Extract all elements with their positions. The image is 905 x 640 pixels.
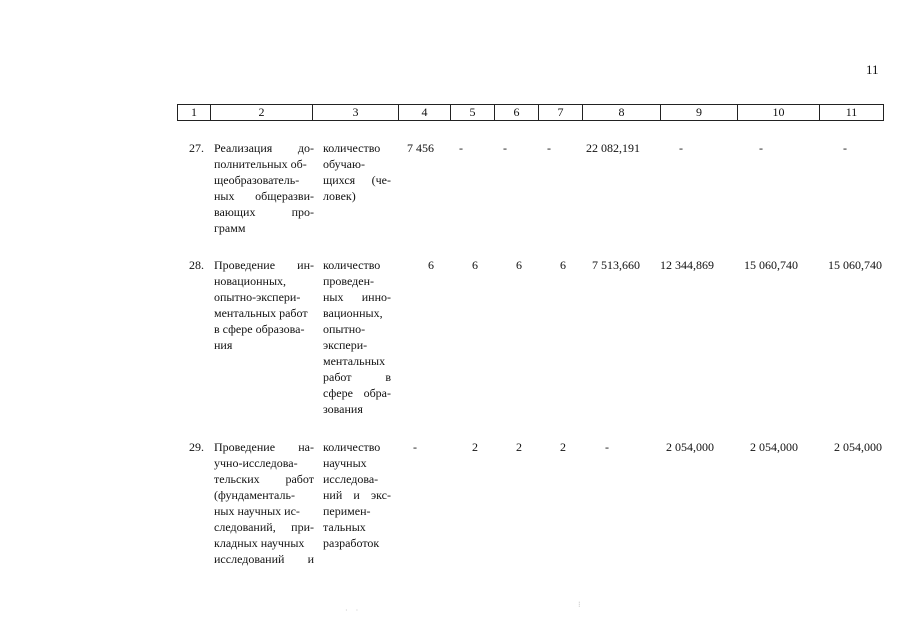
scan-artifact: · · xyxy=(345,606,359,615)
word: сфере xyxy=(323,386,353,400)
word: ний xyxy=(323,488,343,502)
activity-name xyxy=(214,140,314,236)
text-line xyxy=(214,471,314,487)
text-line: разработок xyxy=(323,536,380,550)
scan-artifact: ⁝ xyxy=(578,600,581,609)
value-col-7: 2 xyxy=(560,440,566,454)
text-line: учно-исследова- xyxy=(214,456,298,470)
text-line xyxy=(214,551,314,567)
row-number: 28. xyxy=(189,258,204,272)
word: обра- xyxy=(363,386,391,400)
unit-of-measure xyxy=(323,257,391,417)
word: и xyxy=(307,552,314,566)
value-col-5: 6 xyxy=(472,258,478,272)
text-line: (фундаменталь- xyxy=(214,488,295,502)
text-line xyxy=(323,172,391,188)
activity-name xyxy=(214,257,314,353)
word: тельских xyxy=(214,472,260,486)
value-col-6: 2 xyxy=(516,440,522,454)
word: щихся xyxy=(323,173,356,187)
word: вающих xyxy=(214,205,256,219)
value-col-4: 6 xyxy=(428,258,434,272)
word: на- xyxy=(298,440,314,454)
value-col-9: 12 344,869 xyxy=(660,258,714,272)
text-line: ных научных ис- xyxy=(214,504,300,518)
text-line xyxy=(323,385,391,401)
text-line: ментальных работ xyxy=(214,306,308,320)
text-line xyxy=(323,369,391,385)
word: при- xyxy=(291,520,314,534)
text-line xyxy=(214,257,314,273)
word: (че- xyxy=(371,173,391,187)
text-line: ния xyxy=(214,338,233,352)
text-line: количество xyxy=(323,258,381,272)
word: работ xyxy=(323,370,352,384)
value-col-6: - xyxy=(503,141,507,155)
header-col-6: 6 xyxy=(495,105,539,121)
unit-of-measure xyxy=(323,439,391,551)
word: следований, xyxy=(214,520,276,534)
header-col-3: 3 xyxy=(313,105,399,121)
value-col-4: 7 456 xyxy=(407,141,434,155)
page-number: 11 xyxy=(866,62,879,77)
header-col-10: 10 xyxy=(738,105,820,121)
value-col-9: - xyxy=(679,141,683,155)
text-line xyxy=(214,188,314,204)
value-col-8: - xyxy=(605,440,609,454)
text-line: в сфере образова- xyxy=(214,322,305,336)
value-col-7: 6 xyxy=(560,258,566,272)
header-col-7: 7 xyxy=(539,105,583,121)
text-line: количество xyxy=(323,440,381,454)
word: про- xyxy=(291,205,314,219)
header-col-9: 9 xyxy=(661,105,738,121)
word: ных xyxy=(323,290,344,304)
text-line xyxy=(323,487,391,503)
value-col-8: 7 513,660 xyxy=(592,258,640,272)
word: до- xyxy=(297,141,314,155)
value-col-10: - xyxy=(759,141,763,155)
text-line: вационных, xyxy=(323,306,383,320)
row-number: 29. xyxy=(189,440,204,454)
text-line: экспери- xyxy=(323,338,368,352)
text-line xyxy=(214,439,314,455)
text-line xyxy=(214,140,314,156)
text-line: исследова- xyxy=(323,472,379,486)
column-number-header xyxy=(177,104,884,121)
value-col-5: 2 xyxy=(472,440,478,454)
value-col-10: 2 054,000 xyxy=(750,440,798,454)
header-col-2: 2 xyxy=(211,105,313,121)
header-col-11: 11 xyxy=(820,105,884,121)
word: инно- xyxy=(361,290,391,304)
header-col-1: 1 xyxy=(178,105,211,121)
activity-name xyxy=(214,439,314,567)
text-line: научных xyxy=(323,456,367,470)
header-col-4: 4 xyxy=(399,105,451,121)
value-col-5: - xyxy=(459,141,463,155)
text-line: полнительных об- xyxy=(214,157,307,171)
text-line: количество xyxy=(323,141,381,155)
word: работ xyxy=(285,472,314,486)
text-line: проведен- xyxy=(323,274,375,288)
word: ных xyxy=(214,189,235,203)
text-line: опытно- xyxy=(323,322,366,336)
text-line: зования xyxy=(323,402,363,416)
word: общеразви- xyxy=(255,189,314,203)
value-col-7: - xyxy=(547,141,551,155)
word: Проведение xyxy=(214,258,276,272)
word: исследований xyxy=(214,552,285,566)
word: в xyxy=(385,370,391,384)
text-line: щеобразователь- xyxy=(214,173,300,187)
text-line: обучаю- xyxy=(323,157,365,171)
value-col-8: 22 082,191 xyxy=(586,141,640,155)
value-col-4: - xyxy=(413,440,417,454)
word: ин- xyxy=(297,258,314,272)
unit-of-measure xyxy=(323,140,391,204)
value-col-11: - xyxy=(843,141,847,155)
text-line: опытно-экспери- xyxy=(214,290,301,304)
text-line: грамм xyxy=(214,221,246,235)
word: Проведение xyxy=(214,440,276,454)
text-line: перимен- xyxy=(323,504,371,518)
text-line: ловек) xyxy=(323,189,356,203)
text-line xyxy=(214,204,314,220)
text-line: кладных научных xyxy=(214,536,305,550)
value-col-11: 15 060,740 xyxy=(828,258,882,272)
value-col-9: 2 054,000 xyxy=(666,440,714,454)
text-line: тальных xyxy=(323,520,366,534)
value-col-10: 15 060,740 xyxy=(744,258,798,272)
text-line xyxy=(214,519,314,535)
row-number: 27. xyxy=(189,141,204,155)
text-line: ментальных xyxy=(323,354,386,368)
word: и xyxy=(353,488,360,502)
text-line: новационных, xyxy=(214,274,287,288)
header-col-8: 8 xyxy=(583,105,661,121)
value-col-11: 2 054,000 xyxy=(834,440,882,454)
word: Реализация xyxy=(214,141,273,155)
text-line xyxy=(323,289,391,305)
value-col-6: 6 xyxy=(516,258,522,272)
word: экс- xyxy=(370,488,391,502)
header-col-5: 5 xyxy=(451,105,495,121)
